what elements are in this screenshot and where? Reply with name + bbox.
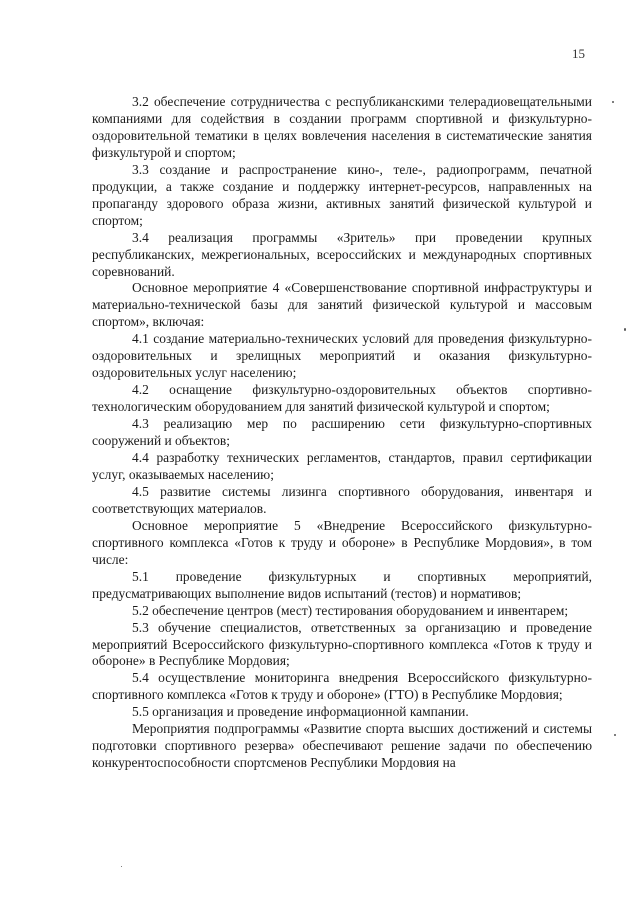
body-text xyxy=(92,94,592,772)
paragraph-5-5: 5.5 организация и проведение информационной кампании. xyxy=(132,704,469,720)
paragraph-5-4: 5.4 осуществление мониторинга внедрения Всероссийского физкультурно-спортивного комплекса «Готов к труду и обороне» (ГТО) в Республике Мордовия; xyxy=(92,670,592,703)
paragraph-4-4: 4.4 разработку технических регламентов, стандартов, правил сертификации услуг, оказываемых населению; xyxy=(92,450,592,482)
paragraph-3-2: 3.2 обеспечение сотрудничества с республиканскими телерадиовещательными компаниями для содействия в создании программ спортивной и физкультурно-оздоровительной тематики в целях вовлечения населения в систематические занятия физкультурой и спортом; xyxy=(92,94,592,160)
scan-speck xyxy=(614,734,616,736)
paragraph-subprogram-measures: Мероприятия подпрограммы «Развитие спорта высших достижений и системы подготовки спортивного резерва» обеспечивают решение задачи по обеспечению конкурентоспособности спортсменов Республики Мордовия на xyxy=(92,721,592,771)
scan-speck xyxy=(121,866,122,867)
paragraph-5-1: 5.1 проведение физкультурных и спортивных мероприятий, предусматривающих выполнение видов испытаний (тестов) и нормативов; xyxy=(92,568,592,601)
scan-speck xyxy=(612,101,614,103)
paragraph-4-2: 4.2 оснащение физкультурно-оздоровительных объектов спортивно-технологическим оборудованием для занятий физической культурой и спортом; xyxy=(92,382,592,415)
paragraph-3-3: 3.3 создание и распространение кино-, теле-, радиопрограмм, печатной продукции, а также создание и поддержку интернет-ресурсов, направленных на пропаганду здорового образа жизни, активных занятий физической культурой и спортом; xyxy=(92,161,592,228)
paragraph-5-3: 5.3 обучение специалистов, ответственных за организацию и проведение мероприятий Всероссийского физкультурно-спортивного комплекса «Готов к труду и обороне» в Республике Мордовия; xyxy=(92,619,592,669)
paragraph-4-1: 4.1 создание материально-технических условий для проведения физкультурно-оздоровительных и зрелищных мероприятий и оказания физкультурно-оздоровительных услуг населению; xyxy=(92,331,592,381)
paragraph-main-event-4: Основное мероприятие 4 «Совершенствование спортивной инфраструктуры и материально-технической базы для занятий физической культурой и массовым спортом», включая: xyxy=(92,280,592,330)
paragraph-4-5: 4.5 развитие системы лизинга спортивного оборудования, инвентаря и соответствующих материалов. xyxy=(92,483,592,516)
paragraph-5-2: 5.2 обеспечение центров (мест) тестирования оборудованием и инвентарем; xyxy=(132,602,569,618)
scan-speck xyxy=(624,328,626,331)
paragraph-main-event-5: Основное мероприятие 5 «Внедрение Всероссийского физкультурно-спортивного комплекса «Готов к труду и обороне» в Республике Мордовия», в том числе: xyxy=(92,517,592,567)
page-number: 15 xyxy=(572,46,585,61)
paragraph-4-3: 4.3 реализацию мер по расширению сети физкультурно-спортивных сооружений и объектов; xyxy=(92,416,592,449)
paragraph-3-4: 3.4 реализация программы «Зритель» при проведении крупных республиканских, межрегиональных, всероссийских и международных спортивных соревнований. xyxy=(92,229,592,279)
